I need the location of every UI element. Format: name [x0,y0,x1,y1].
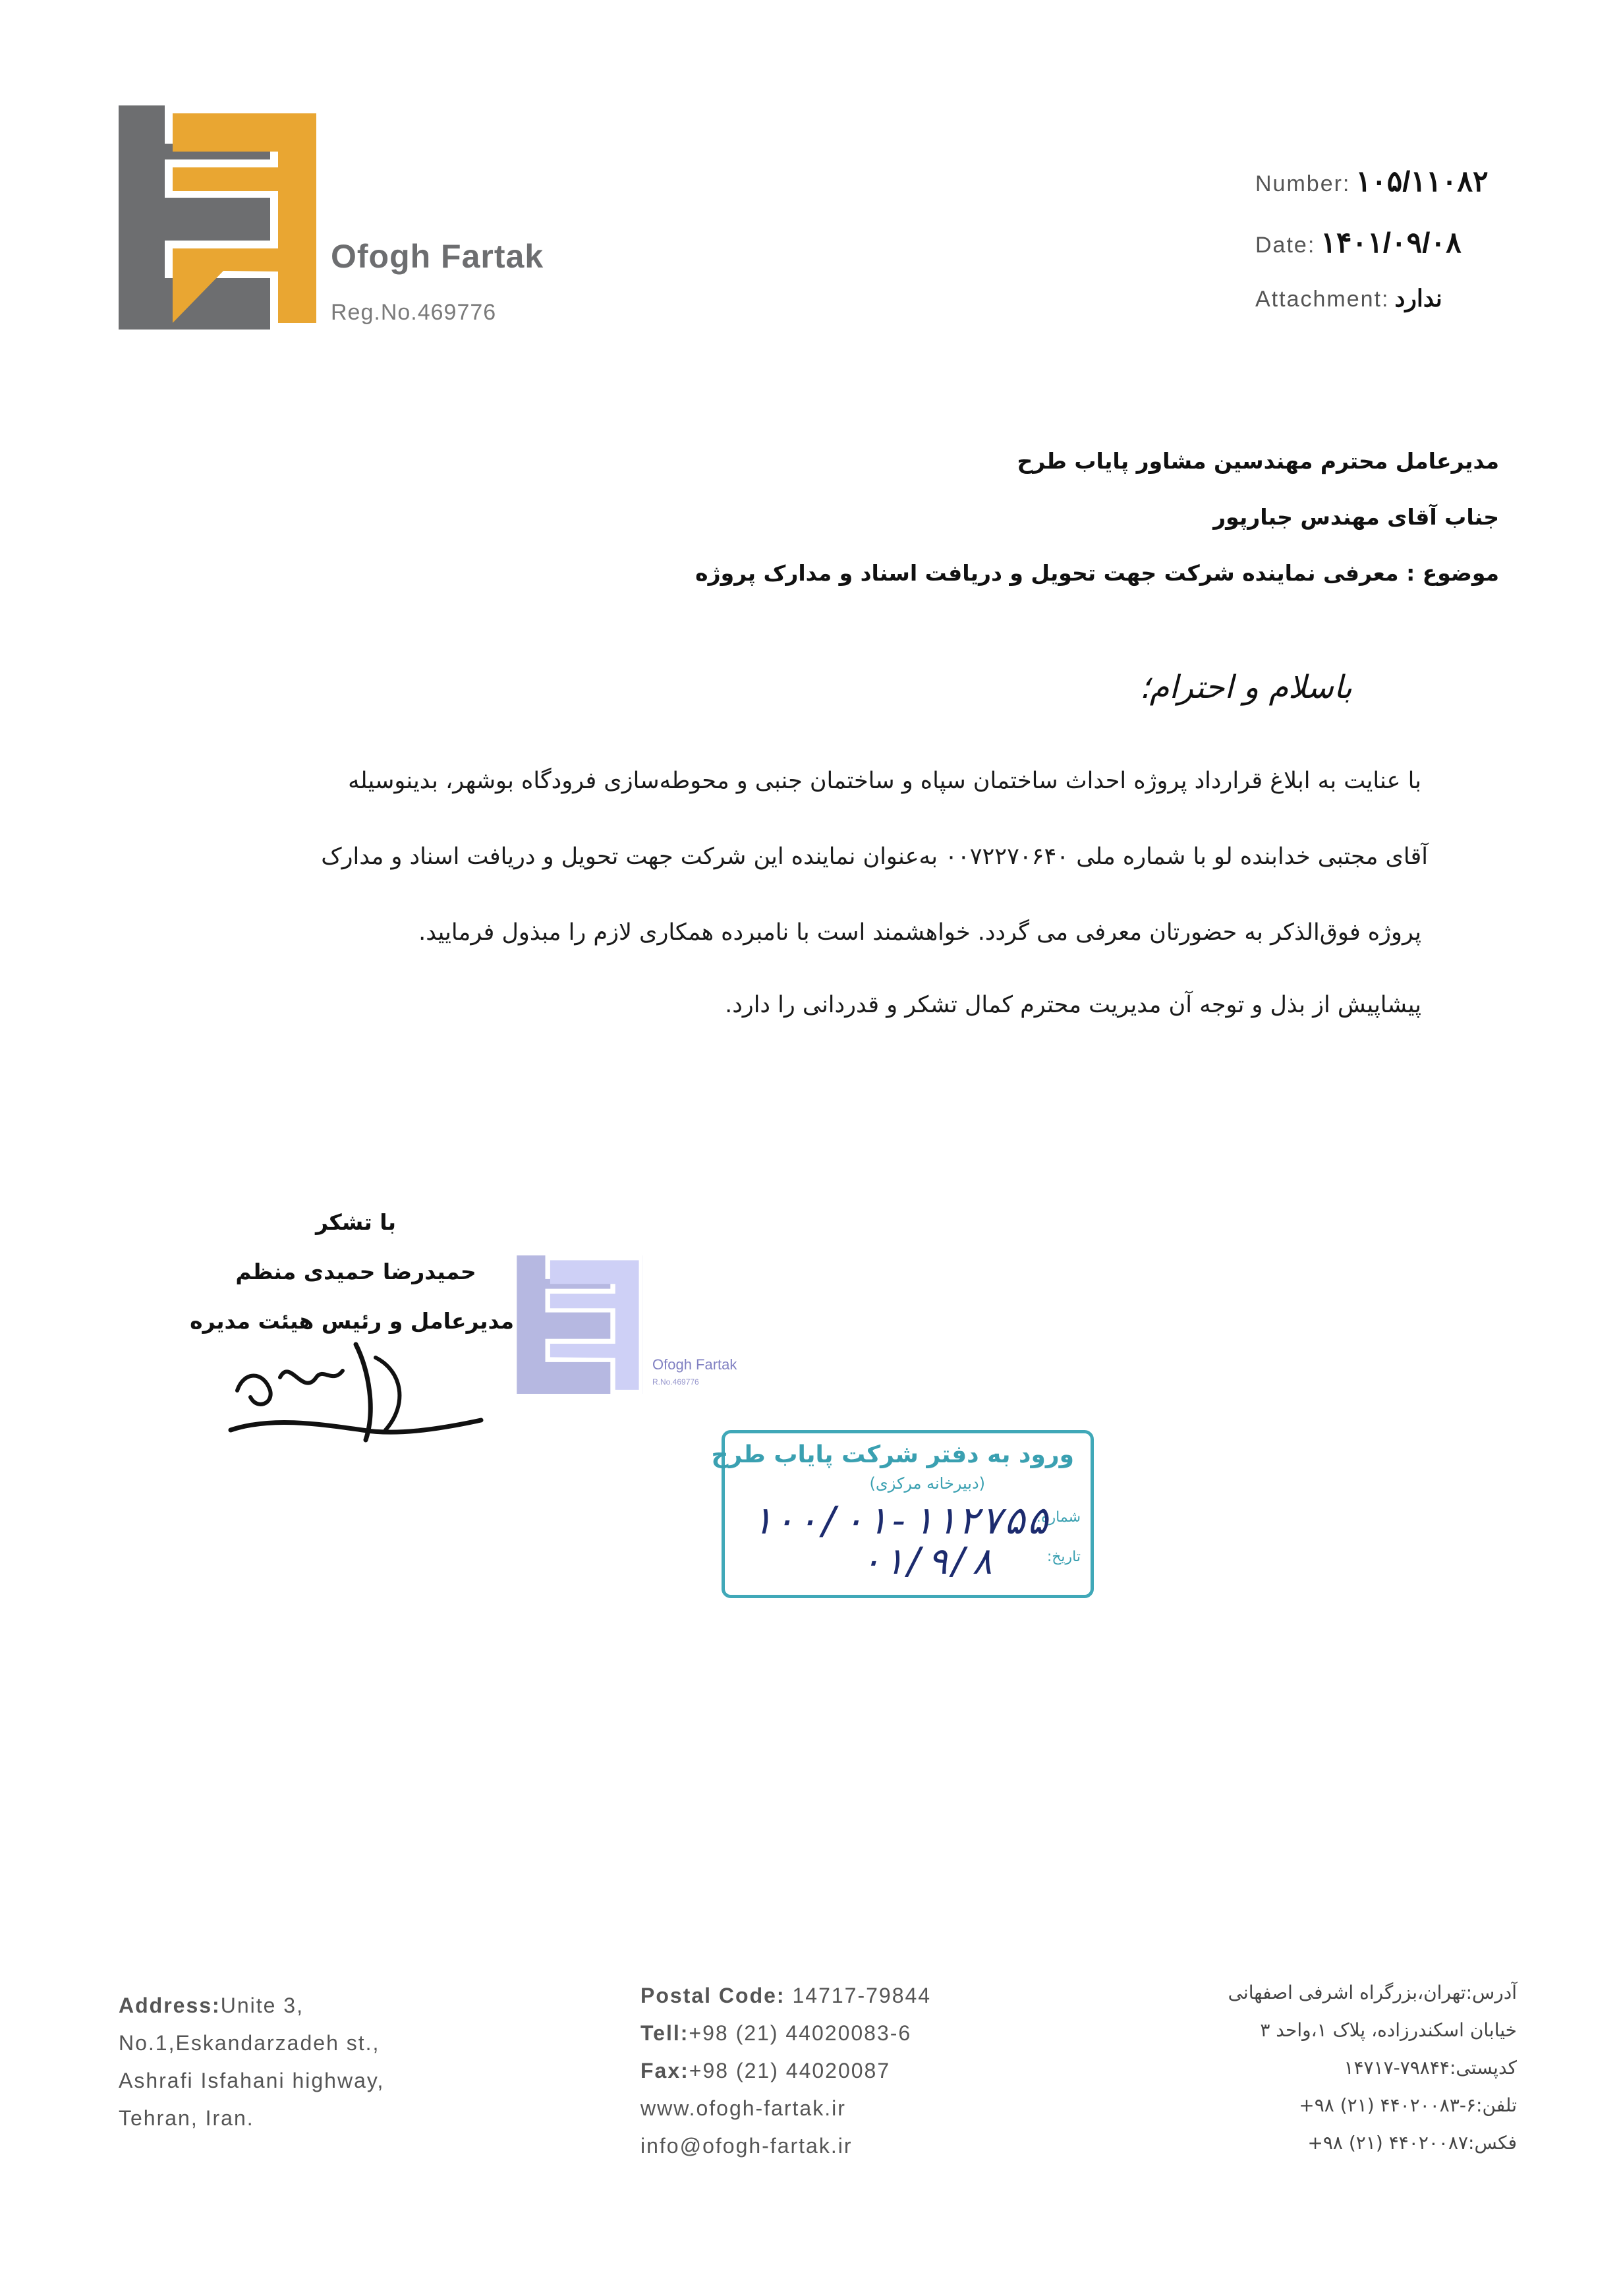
footer-fa-line-3: کدپستی:۷۹۸۴۴-۱۴۷۱۷ [1344,2057,1517,2079]
footer-fa-line-1: آدرس:تهران،بزرگراه اشرفی اصفهانی [1228,1982,1517,2003]
date-label: Date: [1255,233,1316,258]
body-line-2: آقای مجتبی خدابنده لو با شماره ملی ۰۰۷۲۲۷۰۶۴۰ به‌عنوان نماینده این شرکت جهت تحویل و دریافت اسناد و مدارک [321,844,1428,870]
footer-fax: Fax:+98 (21) 44020087 [640,2059,891,2082]
number-value: ۱۰۵/۱۱۰۸۲ [1355,165,1489,198]
footer-fa-line-4: تلفن:۶-۴۴۰۲۰۰۸۳ (۲۱) ۹۸+ [1299,2094,1517,2116]
footer-address-line-1: Address:Unite 3, [119,1994,304,2017]
entry-stamp [711,1430,1094,1598]
subject-line: موضوع : معرفی نماینده شرکت جهت تحویل و دریافت اسناد و مدارک پروژه [695,560,1499,586]
company-logo-mark [119,105,323,330]
footer-tel: Tell:+98 (21) 44020083-6 [640,2021,912,2045]
footer-address-line-4: Tehran, Iran. [119,2106,254,2130]
body-line-3: پروژه فوق‌الذکر به حضورتان معرفی می گردد. خواهشمند است با نامبرده همکاری لازم را مبذول فرمایید. [418,919,1421,946]
faded-stamp-reg: R.No.469776 [652,1377,699,1387]
footer-address-label: Address: [119,1994,221,2017]
brand-name: Ofogh Fartak [331,238,544,275]
handwritten-signature [217,1331,494,1450]
footer-address-line-3: Ashrafi Isfahani highway, [119,2069,385,2092]
closing-thanks: با تشکر [316,1209,396,1235]
footer-email[interactable]: info@ofogh-fartak.ir [640,2134,853,2158]
recipient-line-2: جناب آقای مهندس جبارپور [1213,504,1499,530]
faded-company-stamp [511,1255,649,1394]
attachment-label: Attachment: [1255,287,1390,312]
footer-fa-line-2: خیابان اسکندرزاده، پلاک ۱،واحد ۳ [1260,2019,1517,2041]
signer-name: حمیدرضا حمیدی منظم [235,1259,476,1284]
footer-website[interactable]: www.ofogh-fartak.ir [640,2096,846,2120]
footer-fa-line-5: فکس:۴۴۰۲۰۰۸۷ (۲۱) ۹۸+ [1307,2132,1517,2154]
greeting: باسلام و احترام؛ [1139,669,1352,706]
faded-stamp-text: Ofogh Fartak [652,1356,737,1373]
entry-stamp-date-label: تاریخ: [1046,1549,1081,1565]
signer-title: مدیرعامل و رئیس هیئت مدیره [190,1308,514,1334]
body-line-4: پیشاپیش از بذل و توجه آن مدیریت محترم کمال تشکر و قدردانی را دارد. [725,992,1421,1018]
footer-address-line-2: No.1,Eskandarzadeh st., [119,2031,380,2055]
entry-stamp-subtitle: (دبیرخانه مرکزی) [869,1474,985,1493]
entry-stamp-title: ورود به دفتر شرکت پایاب طرح [711,1441,1074,1468]
brand-registration: Reg.No.469776 [331,300,497,325]
footer-postal: Postal Code: 14717-79844 [640,1984,932,2007]
entry-stamp-date: ۰۱/۹/۸ [860,1540,994,1583]
letter-number-row [1255,165,1489,198]
entry-stamp-number: ۱۰۰/۰۱-۱۱۲۷۵۵ [750,1498,1049,1543]
footer-contact [640,1977,931,2165]
footer-address-en [119,1987,384,2137]
recipient-line-1: مدیرعامل محترم مهندسین مشاور پایاب طرح [1017,448,1499,474]
attachment-value: ندارد [1394,285,1442,312]
entry-stamp-number-label: شماره: [1036,1509,1081,1526]
footer-address-fa [1228,1974,1517,2162]
attachment-row [1255,285,1442,312]
number-label: Number: [1255,171,1351,196]
body-line-1: با عنایت به ابلاغ قرارداد پروژه احداث ساختمان سپاه و ساختمان جنبی و محوطه‌سازی فرودگاه بوشهر، بدینوسیله [348,768,1421,794]
date-value: ۱۴۰۱/۰۹/۰۸ [1321,227,1462,259]
letter-date-row [1255,226,1462,260]
